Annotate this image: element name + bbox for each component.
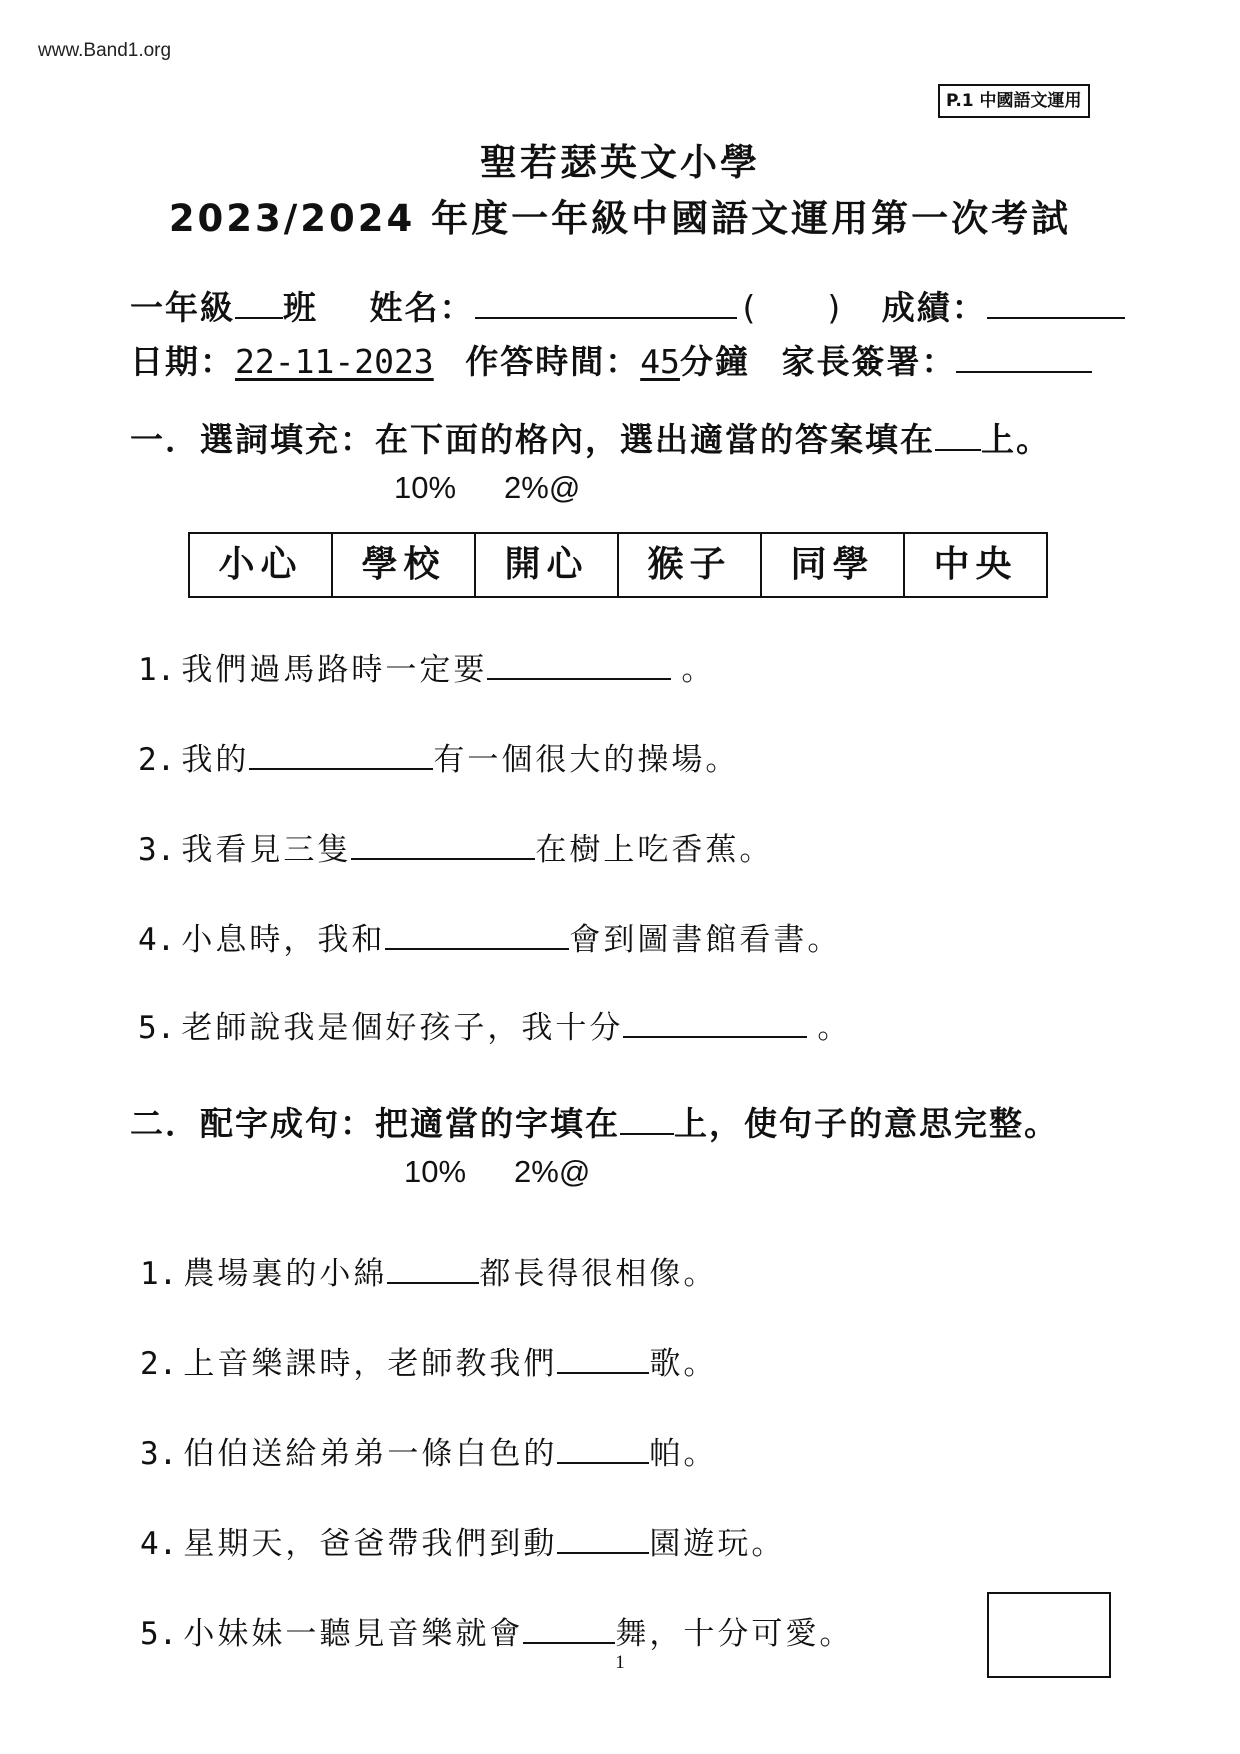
section1-question [138,1002,851,1047]
word-bank-cell: 開心 [476,534,619,596]
name-label: 姓名： [369,288,475,327]
question-text-end: 。 [681,652,716,688]
section1-marks-each: 2%@ [504,470,581,505]
question-number: 4. [140,1526,178,1562]
question-text-end: 舞，十分可愛。 [615,1616,854,1652]
parent-signature-label: 家長簽署： [781,342,957,381]
grade-label: 一年級 [130,288,235,327]
section2-example-blank [620,1133,674,1135]
parent-signature-blank[interactable] [956,371,1092,373]
section1-instruction-end: 上。 [981,420,1051,459]
word-bank-cell: 小心 [190,534,333,596]
answer-blank[interactable] [249,768,433,770]
question-text-end: 。 [817,1010,852,1046]
answer-blank[interactable] [387,1282,479,1284]
section2-question [140,1428,717,1473]
question-text: 星期天，爸爸帶我們到動 [183,1526,558,1562]
word-bank-cell: 猴子 [619,534,762,596]
question-text: 農場裏的小綿 [183,1256,388,1292]
school-name: 聖若瑟英文小學 [480,141,760,184]
answer-blank[interactable] [487,678,671,680]
answer-blank[interactable] [557,1552,649,1554]
time-unit: 分鐘 [679,342,750,381]
question-text-end: 會到圖書館看書。 [569,922,842,958]
date-value: 22-11-2023 [235,342,434,381]
question-number: 3. [140,1436,178,1472]
section1-instruction: 一．選詞填充：在下面的格內，選出適當的答案填在 [130,420,935,459]
question-text: 老師說我是個好孩子，我十分 [181,1010,624,1046]
section1-question [138,824,773,869]
question-text: 伯伯送給弟弟一條白色的 [183,1436,558,1472]
section2-question [140,1248,717,1293]
score-label: 成績： [881,288,987,327]
time-value: 45 [640,342,680,381]
section2-instruction-end: 上，使句子的意思完整。 [674,1104,1059,1143]
section2-question [140,1518,785,1563]
section1-question [138,644,715,689]
answer-blank[interactable] [523,1642,615,1644]
word-bank-cell: 學校 [333,534,476,596]
answer-blank[interactable] [557,1462,649,1464]
question-text-end: 歌。 [649,1346,718,1382]
question-text: 我看見三隻 [181,832,352,868]
question-text-end: 有一個很大的操場。 [433,742,740,778]
question-number: 1. [138,652,176,688]
section2-instruction: 二．配字成句：把適當的字填在 [130,1104,620,1143]
date-label: 日期： [130,342,235,381]
section1-marks [394,470,580,506]
question-text: 小息時，我和 [181,922,386,958]
section1-example-blank [935,449,981,451]
word-bank-cell: 同學 [762,534,905,596]
question-text-end: 帕。 [649,1436,718,1472]
section2-marks-each: 2%@ [514,1154,591,1189]
score-blank[interactable] [987,317,1125,319]
question-number: 1. [140,1256,178,1292]
answer-blank[interactable] [385,948,569,950]
section2-marks [404,1154,590,1190]
word-bank-table [188,532,1048,598]
class-number-paren: ( ) [742,288,843,327]
time-label: 作答時間： [465,342,641,381]
section2-heading [130,1098,1059,1145]
question-number: 5. [140,1616,178,1652]
section2-question [140,1608,853,1653]
word-bank-cell: 中央 [933,544,1018,585]
name-blank[interactable] [475,317,737,319]
section2-marks-total: 10% [404,1154,467,1189]
section1-marks-total: 10% [394,470,457,505]
question-text-end: 都長得很相像。 [479,1256,718,1292]
class-blank[interactable] [235,317,283,319]
exam-title: 2023/2024 年度一年級中國語文運用第一次考試 [168,197,1072,240]
answer-blank[interactable] [351,858,535,860]
answer-blank[interactable] [623,1036,807,1038]
page-number: 1 [615,1652,625,1673]
section1-question [138,734,739,779]
class-label: 班 [283,288,318,327]
watermark-text: www.Band1.org [38,40,172,61]
subject-tag: P.1 中國語文運用 [938,84,1090,118]
question-number: 5. [138,1010,176,1046]
question-text-end: 園遊玩。 [649,1526,786,1562]
section1-heading [130,414,1051,461]
question-text: 我的 [181,742,250,778]
question-text-end: 在樹上吃香蕉。 [535,832,774,868]
question-text: 我們過馬路時一定要 [181,652,488,688]
section1-question [138,914,841,959]
answer-blank[interactable] [557,1372,649,1374]
question-number: 3. [138,832,176,868]
exam-info-row [130,336,1092,383]
question-number: 2. [140,1346,178,1382]
student-info-row [130,282,1125,329]
question-text: 小妹妹一聽見音樂就會 [183,1616,524,1652]
question-number: 2. [138,742,176,778]
question-number: 4. [138,922,176,958]
question-text: 上音樂課時，老師教我們 [183,1346,558,1382]
section2-question [140,1338,717,1383]
